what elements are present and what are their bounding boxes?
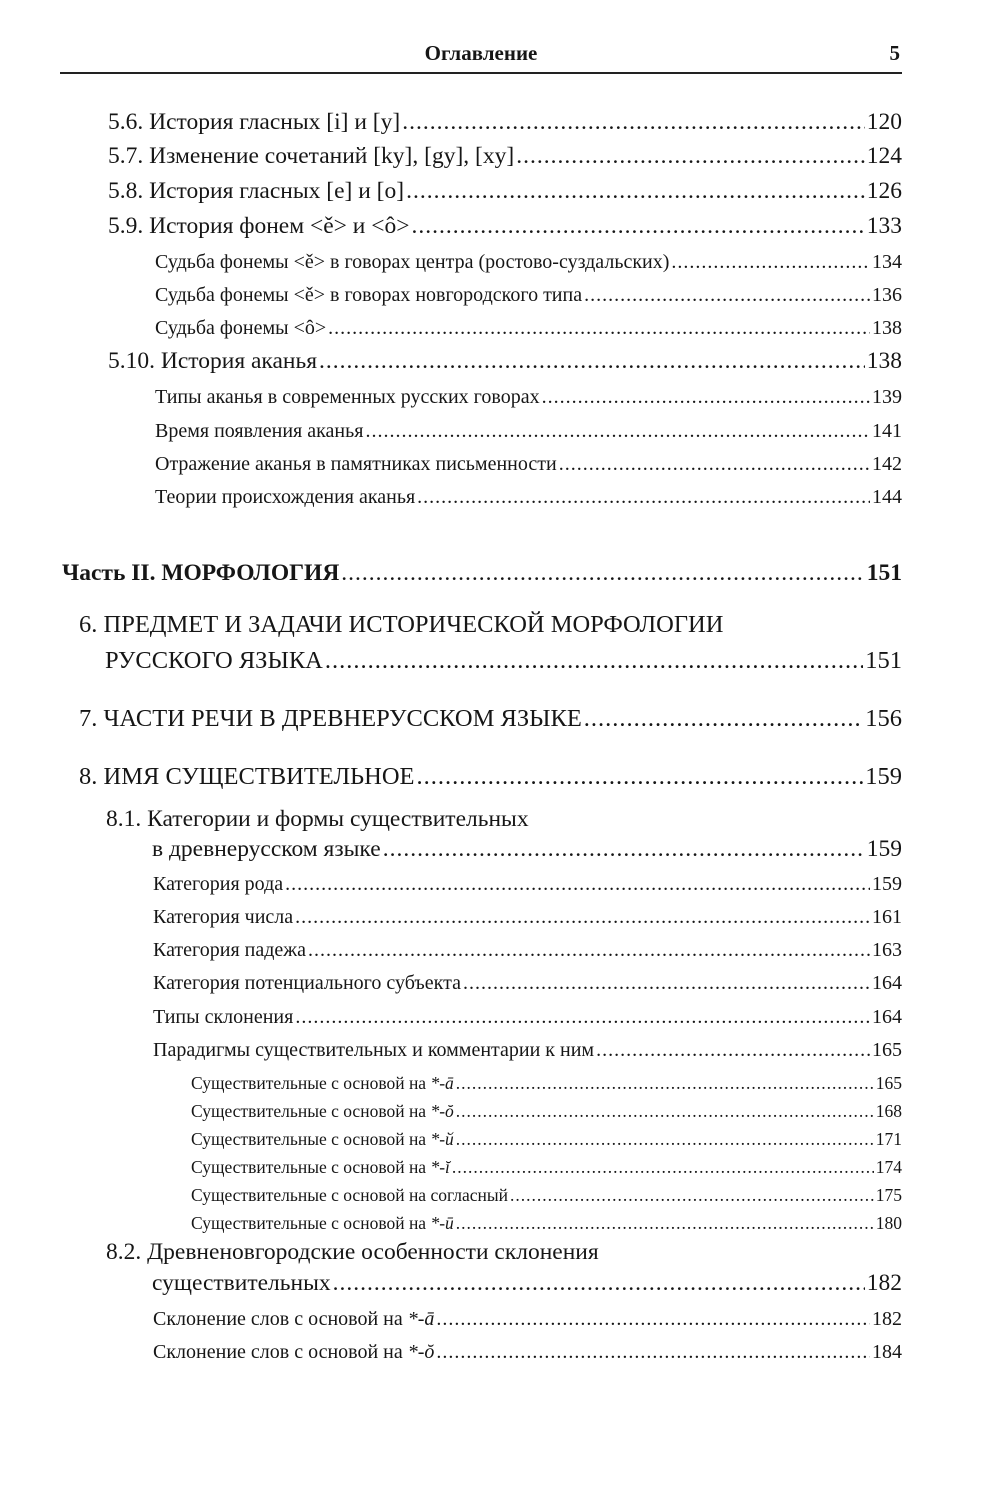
toc-subentry[interactable] — [155, 284, 902, 307]
toc-entry-title: Существительные с основой на согласный — [191, 1185, 509, 1205]
toc-subsubentry[interactable] — [191, 1157, 902, 1178]
toc-subentry[interactable] — [153, 1006, 902, 1029]
toc-entry-5-10[interactable] — [108, 348, 902, 375]
toc-entry-title: Судьба фонемы <ě> в говорах центра (ростово-суздальских) — [155, 251, 670, 273]
toc-subentry[interactable] — [155, 453, 902, 476]
toc-entry-5-7[interactable] — [108, 143, 902, 170]
toc-entry-page: 124 — [866, 143, 902, 169]
running-header — [60, 38, 902, 74]
toc-subentry[interactable] — [153, 972, 902, 995]
toc-entry-page: 164 — [872, 1006, 902, 1028]
toc-entry-5-9[interactable] — [108, 213, 902, 240]
toc-entry-page: 151 — [865, 647, 902, 674]
toc-entry-page: 171 — [875, 1129, 902, 1149]
toc-entry-page: 168 — [875, 1101, 902, 1121]
toc-entry-title: Категория потенциального субъекта — [153, 972, 461, 994]
toc-entry-title: 5.8. История гласных [e] и [o] — [108, 178, 405, 204]
toc-entry-title: Категория рода — [153, 873, 284, 895]
toc-subsubentry[interactable] — [191, 1129, 902, 1150]
toc-entry-page: 133 — [866, 213, 902, 239]
toc-subentry[interactable] — [153, 1308, 902, 1331]
toc-subentry[interactable] — [153, 1341, 902, 1364]
toc-entry-title: Категория падежа — [153, 939, 306, 961]
toc-entry-title: Типы аканья в современных русских говорах — [155, 386, 540, 408]
toc-entry-title: Парадигмы существительных и комментарии к ним — [153, 1039, 595, 1061]
toc-entry-page: 182 — [872, 1308, 902, 1330]
toc-entry-title: РУССКОГО ЯЗЫКА — [105, 647, 323, 674]
toc-subentry[interactable] — [153, 906, 902, 929]
toc-entry-title: Склонение слов с основой на *-ŏ — [153, 1341, 435, 1363]
toc-entry-title: Судьба фонемы <ě> в говорах новгородского типа — [155, 284, 583, 306]
toc-entry-page: 159 — [866, 836, 902, 862]
toc-subentry[interactable] — [153, 873, 902, 896]
toc-part-2[interactable] — [62, 560, 902, 587]
running-header-title: Оглавление — [424, 41, 538, 65]
toc-entry-title: Теории происхождения аканья — [155, 486, 416, 508]
toc-entry-page: 165 — [875, 1073, 902, 1093]
toc-entry-title: 8. ИМЯ СУЩЕСТВИТЕЛЬНОЕ — [79, 763, 415, 790]
toc-entry-8-1[interactable] — [152, 836, 902, 863]
toc-entry-title: существительных — [152, 1270, 331, 1296]
toc-entry-title: в древнерусском языке — [152, 836, 381, 862]
toc-entry-title: Время появления аканья — [155, 420, 364, 442]
toc-subsubentry[interactable] — [191, 1101, 902, 1122]
toc-entry-page: 151 — [866, 560, 902, 586]
toc-entry-page: 138 — [872, 317, 902, 339]
toc-entry-page: 126 — [866, 178, 902, 204]
toc-entry-page: 139 — [872, 386, 902, 408]
toc-subentry[interactable] — [155, 420, 902, 443]
toc-chapter-6[interactable] — [105, 647, 902, 675]
toc-entry-title: Существительные с основой на *-ĭ — [191, 1157, 450, 1177]
toc-entry-5-8[interactable] — [108, 178, 902, 205]
toc-entry-page: 161 — [872, 906, 902, 928]
page-number: 5 — [889, 41, 900, 65]
toc-subsubentry[interactable] — [191, 1185, 902, 1206]
toc-entry-page: 134 — [872, 251, 902, 273]
toc-entry-8-2-line1[interactable]: 8.2. Древненовгородские особенности склонения — [106, 1239, 599, 1265]
toc-entry-page: 184 — [872, 1341, 902, 1363]
toc-chapter-6-line1[interactable]: 6. ПРЕДМЕТ И ЗАДАЧИ ИСТОРИЧЕСКОЙ МОРФОЛОГИИ — [79, 611, 724, 638]
toc-entry-title: Существительные с основой на *-ā — [191, 1073, 454, 1093]
toc-entry-page: 138 — [866, 348, 902, 374]
toc-entry-page: 136 — [872, 284, 902, 306]
toc-entry-page: 174 — [875, 1157, 902, 1177]
toc-entry-page: 120 — [866, 109, 902, 135]
toc-chapter-7[interactable] — [79, 705, 902, 733]
toc-entry-title: 5.10. История аканья — [108, 348, 318, 374]
toc-subsubentry[interactable] — [191, 1073, 902, 1094]
toc-entry-page: 163 — [872, 939, 902, 961]
toc-entry-title: 7. ЧАСТИ РЕЧИ В ДРЕВНЕРУССКОМ ЯЗЫКЕ — [79, 705, 582, 732]
toc-entry-title: Типы склонения — [153, 1006, 294, 1028]
toc-entry-8-2[interactable] — [152, 1270, 902, 1297]
toc-subentry[interactable] — [155, 317, 902, 340]
toc-entry-title: Категория числа — [153, 906, 294, 928]
toc-entry-page: 144 — [872, 486, 902, 508]
toc-entry-page: 164 — [872, 972, 902, 994]
toc-subentry[interactable] — [153, 1039, 902, 1062]
toc-entry-title: Существительные с основой на *-ŏ — [191, 1101, 454, 1121]
toc-entry-page: 142 — [872, 453, 902, 475]
toc-entry-5-6[interactable] — [108, 109, 902, 136]
toc-entry-title: Часть II. МОРФОЛОГИЯ — [62, 560, 340, 586]
toc-entry-title: Склонение слов с основой на *-ā — [153, 1308, 435, 1330]
toc-entry-page: 182 — [866, 1270, 902, 1296]
toc-subentry[interactable] — [155, 251, 902, 274]
toc-subentry[interactable] — [155, 386, 902, 409]
toc-chapter-8[interactable] — [79, 763, 902, 791]
toc-entry-title: 5.9. История фонем <ě> и <ô> — [108, 213, 410, 239]
toc-entry-title: Отражение аканья в памятниках письменности — [155, 453, 557, 475]
toc-subsubentry[interactable] — [191, 1213, 902, 1234]
toc-entry-page: 156 — [865, 705, 902, 732]
toc-entry-page: 165 — [872, 1039, 902, 1061]
toc-entry-title: Существительные с основой на *-й — [191, 1129, 454, 1149]
toc-subentry[interactable] — [153, 939, 902, 962]
toc-entry-title: 5.7. Изменение сочетаний [ky], [gy], [xy] — [108, 143, 515, 169]
toc-entry-page: 159 — [872, 873, 902, 895]
toc-entry-page: 159 — [865, 763, 902, 790]
toc-subentry[interactable] — [155, 486, 902, 509]
toc-entry-title: 5.6. История гласных [i] и [y] — [108, 109, 401, 135]
toc-entry-page: 141 — [872, 420, 902, 442]
toc-entry-title: Судьба фонемы <ô> — [155, 317, 327, 339]
toc-entry-title: Существительные с основой на *-ū — [191, 1213, 454, 1233]
toc-entry-page: 180 — [875, 1213, 902, 1233]
toc-entry-8-1-line1[interactable]: 8.1. Категории и формы существительных — [106, 806, 529, 832]
toc-entry-page: 175 — [875, 1185, 902, 1205]
